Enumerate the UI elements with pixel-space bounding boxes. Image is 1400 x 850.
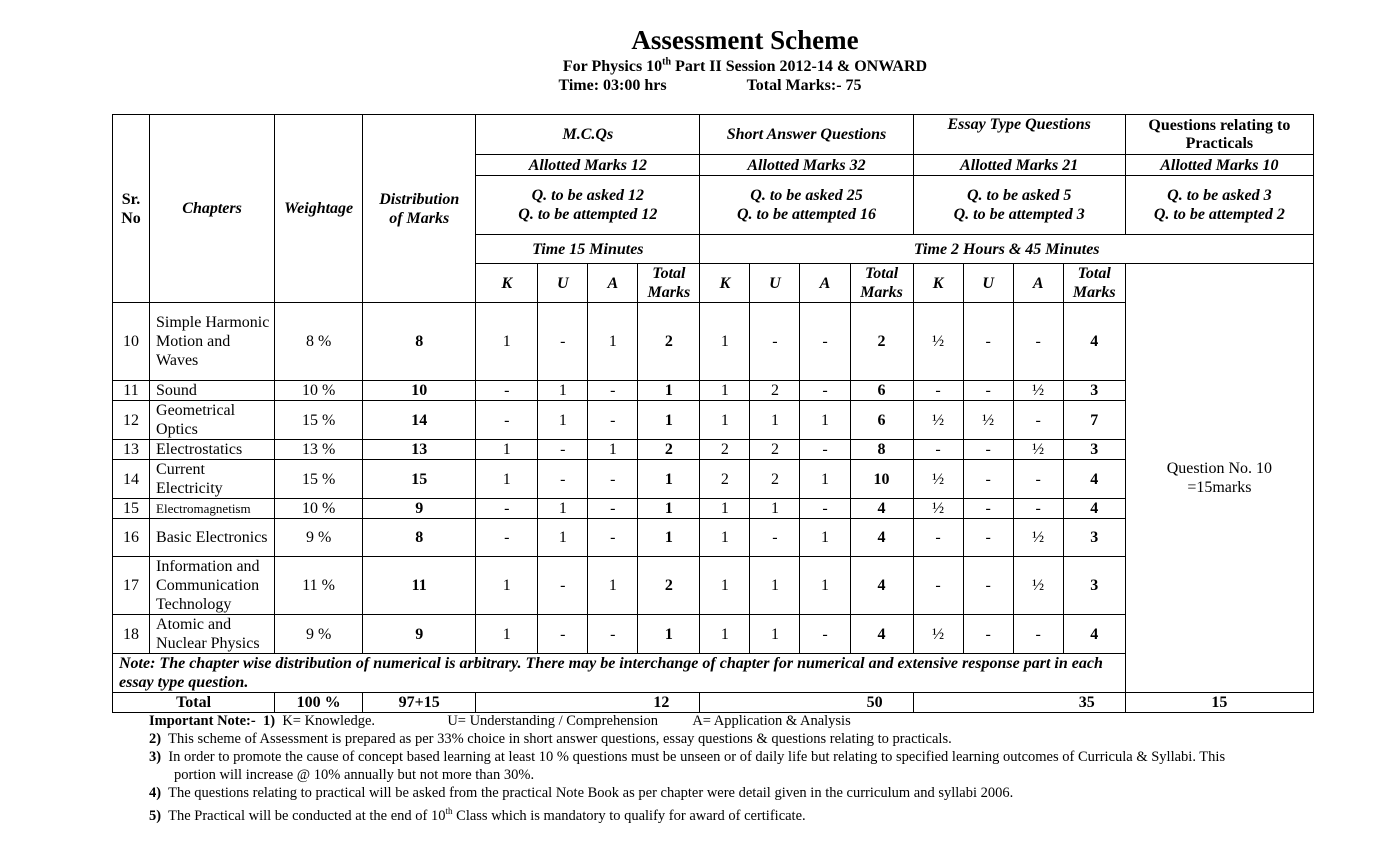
essay-k-cell: ½ (913, 499, 963, 519)
essay-k-cell: - (913, 519, 963, 557)
short-k-cell: 1 (700, 381, 750, 401)
important-notes (149, 712, 1349, 825)
essay-total-cell: 3 (1063, 519, 1125, 557)
mcq-k-cell: - (476, 401, 538, 440)
mcq-total (638, 264, 700, 303)
practical-allotted: Allotted Marks 10 (1125, 155, 1313, 176)
essay-asked: Q. to be asked 5 (966, 187, 1072, 204)
mcq-u-cell: 1 (538, 401, 588, 440)
practical-questions (1125, 176, 1313, 235)
mcq-a-cell: - (588, 381, 638, 401)
short-a-cell: 1 (800, 460, 850, 499)
essay-a-cell: - (1013, 615, 1063, 654)
mcq-k-cell: - (476, 499, 538, 519)
mcq-u-cell: 1 (538, 499, 588, 519)
distribution-cell: 10 (363, 381, 476, 401)
mcq-total-cell: 1 (638, 460, 700, 499)
essay-u-cell: - (963, 519, 1013, 557)
short-u-cell: 1 (750, 615, 800, 654)
distribution-cell: 11 (363, 557, 476, 615)
subtitle-sup: th (662, 56, 672, 68)
essay-u-cell: - (963, 460, 1013, 499)
essay-a-cell: ½ (1013, 519, 1063, 557)
essay-k: K (913, 264, 963, 303)
essay-k-cell: ½ (913, 401, 963, 440)
note-3-text: In order to promote the cause of concept based learning at least 10 % questions must be unseen or of daily life but relating to specified learning outcomes of Curricula & Syllabi. This (168, 749, 1226, 765)
note-4-num: 4) (149, 785, 162, 801)
distribution-line1: Distribution (379, 190, 460, 208)
short-u-cell: - (750, 519, 800, 557)
mcq-a-cell: - (588, 401, 638, 440)
essay-u-cell: - (963, 303, 1013, 381)
short-a-cell: - (800, 615, 850, 654)
note-4 (149, 784, 1349, 802)
total-mcq: 12 (476, 693, 700, 713)
essay-attempted: Q. to be attempted 3 (953, 206, 1085, 223)
total-line2: Marks (860, 284, 903, 301)
short-u-cell: - (750, 303, 800, 381)
mcq-total-cell: 1 (638, 381, 700, 401)
weightage-cell: 10 % (275, 381, 363, 401)
essay-u-cell: - (963, 381, 1013, 401)
total-marks-label: Total Marks:- 75 (746, 77, 862, 94)
mcq-total-cell: 2 (638, 303, 700, 381)
essay-total-cell: 7 (1063, 401, 1125, 440)
short-questions (700, 176, 913, 235)
short-u-cell: 2 (750, 440, 800, 460)
mcq-k-cell: 1 (476, 303, 538, 381)
sr-no-cell: 11 (113, 381, 150, 401)
short-u-cell: 1 (750, 557, 800, 615)
mcq-a-cell: 1 (588, 303, 638, 381)
practical-note-line1: Question No. 10 (1166, 460, 1273, 477)
sr-no-cell: 16 (113, 519, 150, 557)
sr-no-cell: 13 (113, 440, 150, 460)
short-k-cell: 2 (700, 440, 750, 460)
mcq-u-cell: 1 (538, 519, 588, 557)
total-line1: Total (652, 265, 686, 282)
note-3-cont: portion will increase @ 10% annually but not more than 30%. (174, 767, 535, 783)
mcq-total-cell: 1 (638, 615, 700, 654)
short-k-cell: 1 (700, 401, 750, 440)
practical-question-cell (1125, 264, 1313, 693)
mcq-k-cell: - (476, 519, 538, 557)
essay-k-cell: - (913, 440, 963, 460)
essay-u-cell: - (963, 499, 1013, 519)
essay-a-cell: - (1013, 303, 1063, 381)
mcq-k-cell: 1 (476, 557, 538, 615)
total-line2: Marks (1072, 284, 1116, 301)
short-u-cell: 2 (750, 460, 800, 499)
chapter-cell: Current Electricity (150, 460, 275, 499)
rest-time: Time 2 Hours & 45 Minutes (700, 235, 1314, 264)
subtitle-text-post: Part II Session 2012-14 & ONWARD (671, 58, 928, 75)
mcq-total-cell: 1 (638, 401, 700, 440)
totals-row (113, 693, 1314, 713)
short-answer-header: Short Answer Questions (700, 115, 913, 155)
note-5-num: 5) (149, 807, 162, 824)
weightage-cell: 11 % (275, 557, 363, 615)
notes-label: Important Note:- (149, 713, 256, 729)
mcq-k-cell: 1 (476, 440, 538, 460)
total-line1: Total (864, 265, 899, 282)
mcq-a-cell: 1 (588, 557, 638, 615)
mcq-a-cell: - (588, 519, 638, 557)
short-k-cell: 1 (700, 615, 750, 654)
mcq-a-cell: - (588, 615, 638, 654)
essay-u-cell: - (963, 615, 1013, 654)
short-total-cell: 4 (850, 557, 913, 615)
mcq-a-cell: - (588, 460, 638, 499)
chapter-cell: Basic Electronics (150, 519, 275, 557)
essay-total-cell: 3 (1063, 381, 1125, 401)
essay-a-cell: - (1013, 460, 1063, 499)
mcq-a: A (588, 264, 638, 303)
short-k-cell: 1 (700, 519, 750, 557)
distribution-cell: 9 (363, 499, 476, 519)
practical-header: Questions relating to Practicals (1125, 115, 1313, 155)
note-2 (149, 730, 1349, 748)
note-3-num: 3) (149, 749, 162, 765)
mcq-total-cell: 2 (638, 440, 700, 460)
chapter-cell: Geometrical Optics (150, 401, 275, 440)
mcq-k-cell: 1 (476, 460, 538, 499)
short-a-cell: - (800, 381, 850, 401)
short-total (850, 264, 913, 303)
note-4-text: The questions relating to practical will be asked from the practical Note Book as per chapter were detail given in the curriculum and syllabi 2006. (168, 785, 1014, 801)
note-knowledge: K= Knowledge. (282, 713, 376, 729)
note-understanding: U= Understanding / Comprehension (447, 713, 659, 729)
note-5-sup: th (445, 806, 453, 816)
mcq-u: U (538, 264, 588, 303)
table-note: Note: The chapter wise distribution of numerical is arbitrary. There may be interchange of chapter for numerical and extensive response part in each essay type question. (113, 654, 1126, 693)
chapter-cell: Information and Communication Technology (150, 557, 275, 615)
distribution-cell: 15 (363, 460, 476, 499)
short-a-cell: - (800, 499, 850, 519)
essay-u-cell: ½ (963, 401, 1013, 440)
essay-k-cell: ½ (913, 460, 963, 499)
sr-no-line1: Sr. (121, 190, 141, 208)
weightage-cell: 15 % (275, 401, 363, 440)
essay-u-cell: - (963, 557, 1013, 615)
header-row-1 (113, 115, 1314, 155)
short-k: K (700, 264, 750, 303)
total-distribution: 97+15 (363, 693, 476, 713)
mcq-u-cell: - (538, 460, 588, 499)
short-u-cell: 1 (750, 499, 800, 519)
short-u-cell: 2 (750, 381, 800, 401)
short-k-cell: 1 (700, 557, 750, 615)
sr-no-cell: 15 (113, 499, 150, 519)
essay-a-cell: ½ (1013, 440, 1063, 460)
essay-k-cell: - (913, 381, 963, 401)
chapter-cell: Simple Harmonic Motion and Waves (150, 303, 275, 381)
note-5-text-end: Class which is mandatory to qualify for award of certificate. (452, 807, 806, 824)
short-total-cell: 4 (850, 499, 913, 519)
short-total-cell: 10 (850, 460, 913, 499)
essay-k-cell: - (913, 557, 963, 615)
short-total-cell: 4 (850, 615, 913, 654)
sr-no-header (113, 115, 150, 303)
distribution-cell: 9 (363, 615, 476, 654)
distribution-cell: 14 (363, 401, 476, 440)
mcq-a-cell: - (588, 499, 638, 519)
essay-total-cell: 4 (1063, 460, 1125, 499)
sr-no-line2: No (121, 209, 141, 227)
short-a-cell: - (800, 303, 850, 381)
short-u: U (750, 264, 800, 303)
short-asked: Q. to be asked 25 (750, 187, 863, 204)
note-2-num: 2) (149, 731, 162, 747)
essay-a-cell: ½ (1013, 557, 1063, 615)
mcq-u-cell: - (538, 303, 588, 381)
essay-a-cell: - (1013, 499, 1063, 519)
note-2-text: This scheme of Assessment is prepared as per 33% choice in short answer questions, essay questions & questions relating to practicals. (168, 731, 952, 747)
mcq-u-cell: - (538, 615, 588, 654)
short-a: A (800, 264, 850, 303)
short-total-cell: 4 (850, 519, 913, 557)
mcq-total-cell: 1 (638, 519, 700, 557)
distribution-cell: 8 (363, 519, 476, 557)
chapters-header: Chapters (150, 115, 275, 303)
total-short: 50 (700, 693, 913, 713)
mcq-allotted: Allotted Marks 12 (476, 155, 700, 176)
essay-a-cell: ½ (1013, 381, 1063, 401)
subtitle-text: For Physics 10 (562, 58, 663, 75)
mcq-u-cell: 1 (538, 381, 588, 401)
essay-total-cell: 3 (1063, 440, 1125, 460)
weightage-cell: 13 % (275, 440, 363, 460)
essay-a-cell: - (1013, 401, 1063, 440)
distribution-cell: 13 (363, 440, 476, 460)
essay-u-cell: - (963, 440, 1013, 460)
short-attempted: Q. to be attempted 16 (736, 206, 877, 223)
mcq-asked: Q. to be asked 12 (531, 187, 645, 204)
time-marks-line (20, 76, 1400, 95)
mcq-attempted: Q. to be attempted 12 (518, 206, 658, 223)
distribution-header (363, 115, 476, 303)
total-weightage: 100 % (275, 693, 363, 713)
essay-allotted: Allotted Marks 21 (913, 155, 1125, 176)
total-essay: 35 (913, 693, 1125, 713)
short-total-cell: 8 (850, 440, 913, 460)
weightage-cell: 9 % (275, 615, 363, 654)
note-application: A= Application & Analysis (692, 713, 851, 729)
mcq-questions (476, 176, 700, 235)
short-allotted: Allotted Marks 32 (700, 155, 913, 176)
practical-note-line2: =15marks (1187, 479, 1252, 496)
practical-attempted: Q. to be attempted 2 (1153, 206, 1285, 223)
short-a-cell: 1 (800, 401, 850, 440)
note-1-num: 1) (262, 713, 276, 729)
essay-k-cell: ½ (913, 303, 963, 381)
short-a-cell: - (800, 440, 850, 460)
essay-k-cell: ½ (913, 615, 963, 654)
chapter-cell: Electrostatics (150, 440, 275, 460)
short-total-cell: 6 (850, 381, 913, 401)
short-total-cell: 6 (850, 401, 913, 440)
mcq-header: M.C.Qs (476, 115, 700, 155)
essay-header: Essay Type Questions (913, 115, 1125, 155)
note-1 (149, 712, 1349, 730)
note-5 (149, 802, 1349, 825)
sr-no-cell: 17 (113, 557, 150, 615)
essay-total-cell: 4 (1063, 615, 1125, 654)
essay-total-cell: 4 (1063, 303, 1125, 381)
sr-no-cell: 10 (113, 303, 150, 381)
time-label: Time: 03:00 hrs (558, 77, 667, 94)
short-k-cell: 1 (700, 303, 750, 381)
mcq-k-cell: - (476, 381, 538, 401)
distribution-cell: 8 (363, 303, 476, 381)
chapter-cell: Electromagnetism (150, 499, 275, 519)
mcq-total-cell: 2 (638, 557, 700, 615)
sr-no-cell: 18 (113, 615, 150, 654)
weightage-cell: 9 % (275, 519, 363, 557)
page-header (0, 24, 1400, 95)
essay-u: U (963, 264, 1013, 303)
page-subtitle (90, 57, 1400, 76)
mcq-u-cell: - (538, 440, 588, 460)
mcq-a-cell: 1 (588, 440, 638, 460)
total-line1: Total (1077, 265, 1111, 282)
mcq-k-cell: 1 (476, 615, 538, 654)
practical-asked: Q. to be asked 3 (1167, 187, 1272, 204)
short-a-cell: 1 (800, 557, 850, 615)
essay-questions (913, 176, 1125, 235)
chapter-cell: Sound (150, 381, 275, 401)
short-total-cell: 2 (850, 303, 913, 381)
total-label: Total (113, 693, 275, 713)
mcq-time: Time 15 Minutes (476, 235, 700, 264)
sr-no-cell: 14 (113, 460, 150, 499)
total-practical: 15 (1125, 693, 1313, 713)
short-u-cell: 1 (750, 401, 800, 440)
short-k-cell: 1 (700, 499, 750, 519)
weightage-cell: 8 % (275, 303, 363, 381)
short-a-cell: 1 (800, 519, 850, 557)
essay-a: A (1013, 264, 1063, 303)
mcq-u-cell: - (538, 557, 588, 615)
essay-total (1063, 264, 1125, 303)
chapter-cell: Atomic and Nuclear Physics (150, 615, 275, 654)
note-5-text: The Practical will be conducted at the end of 10 (168, 807, 446, 824)
total-line2: Marks (647, 284, 691, 301)
sr-no-cell: 12 (113, 401, 150, 440)
assessment-table (112, 114, 1314, 713)
short-k-cell: 2 (700, 460, 750, 499)
mcq-total-cell: 1 (638, 499, 700, 519)
note-3 (149, 748, 1349, 766)
page-title: Assessment Scheme (631, 25, 859, 55)
weightage-header: Weightage (275, 115, 363, 303)
weightage-cell: 15 % (275, 460, 363, 499)
essay-total-cell: 3 (1063, 557, 1125, 615)
mcq-k: K (476, 264, 538, 303)
essay-total-cell: 4 (1063, 499, 1125, 519)
distribution-line2: of Marks (389, 209, 450, 227)
weightage-cell: 10 % (275, 499, 363, 519)
